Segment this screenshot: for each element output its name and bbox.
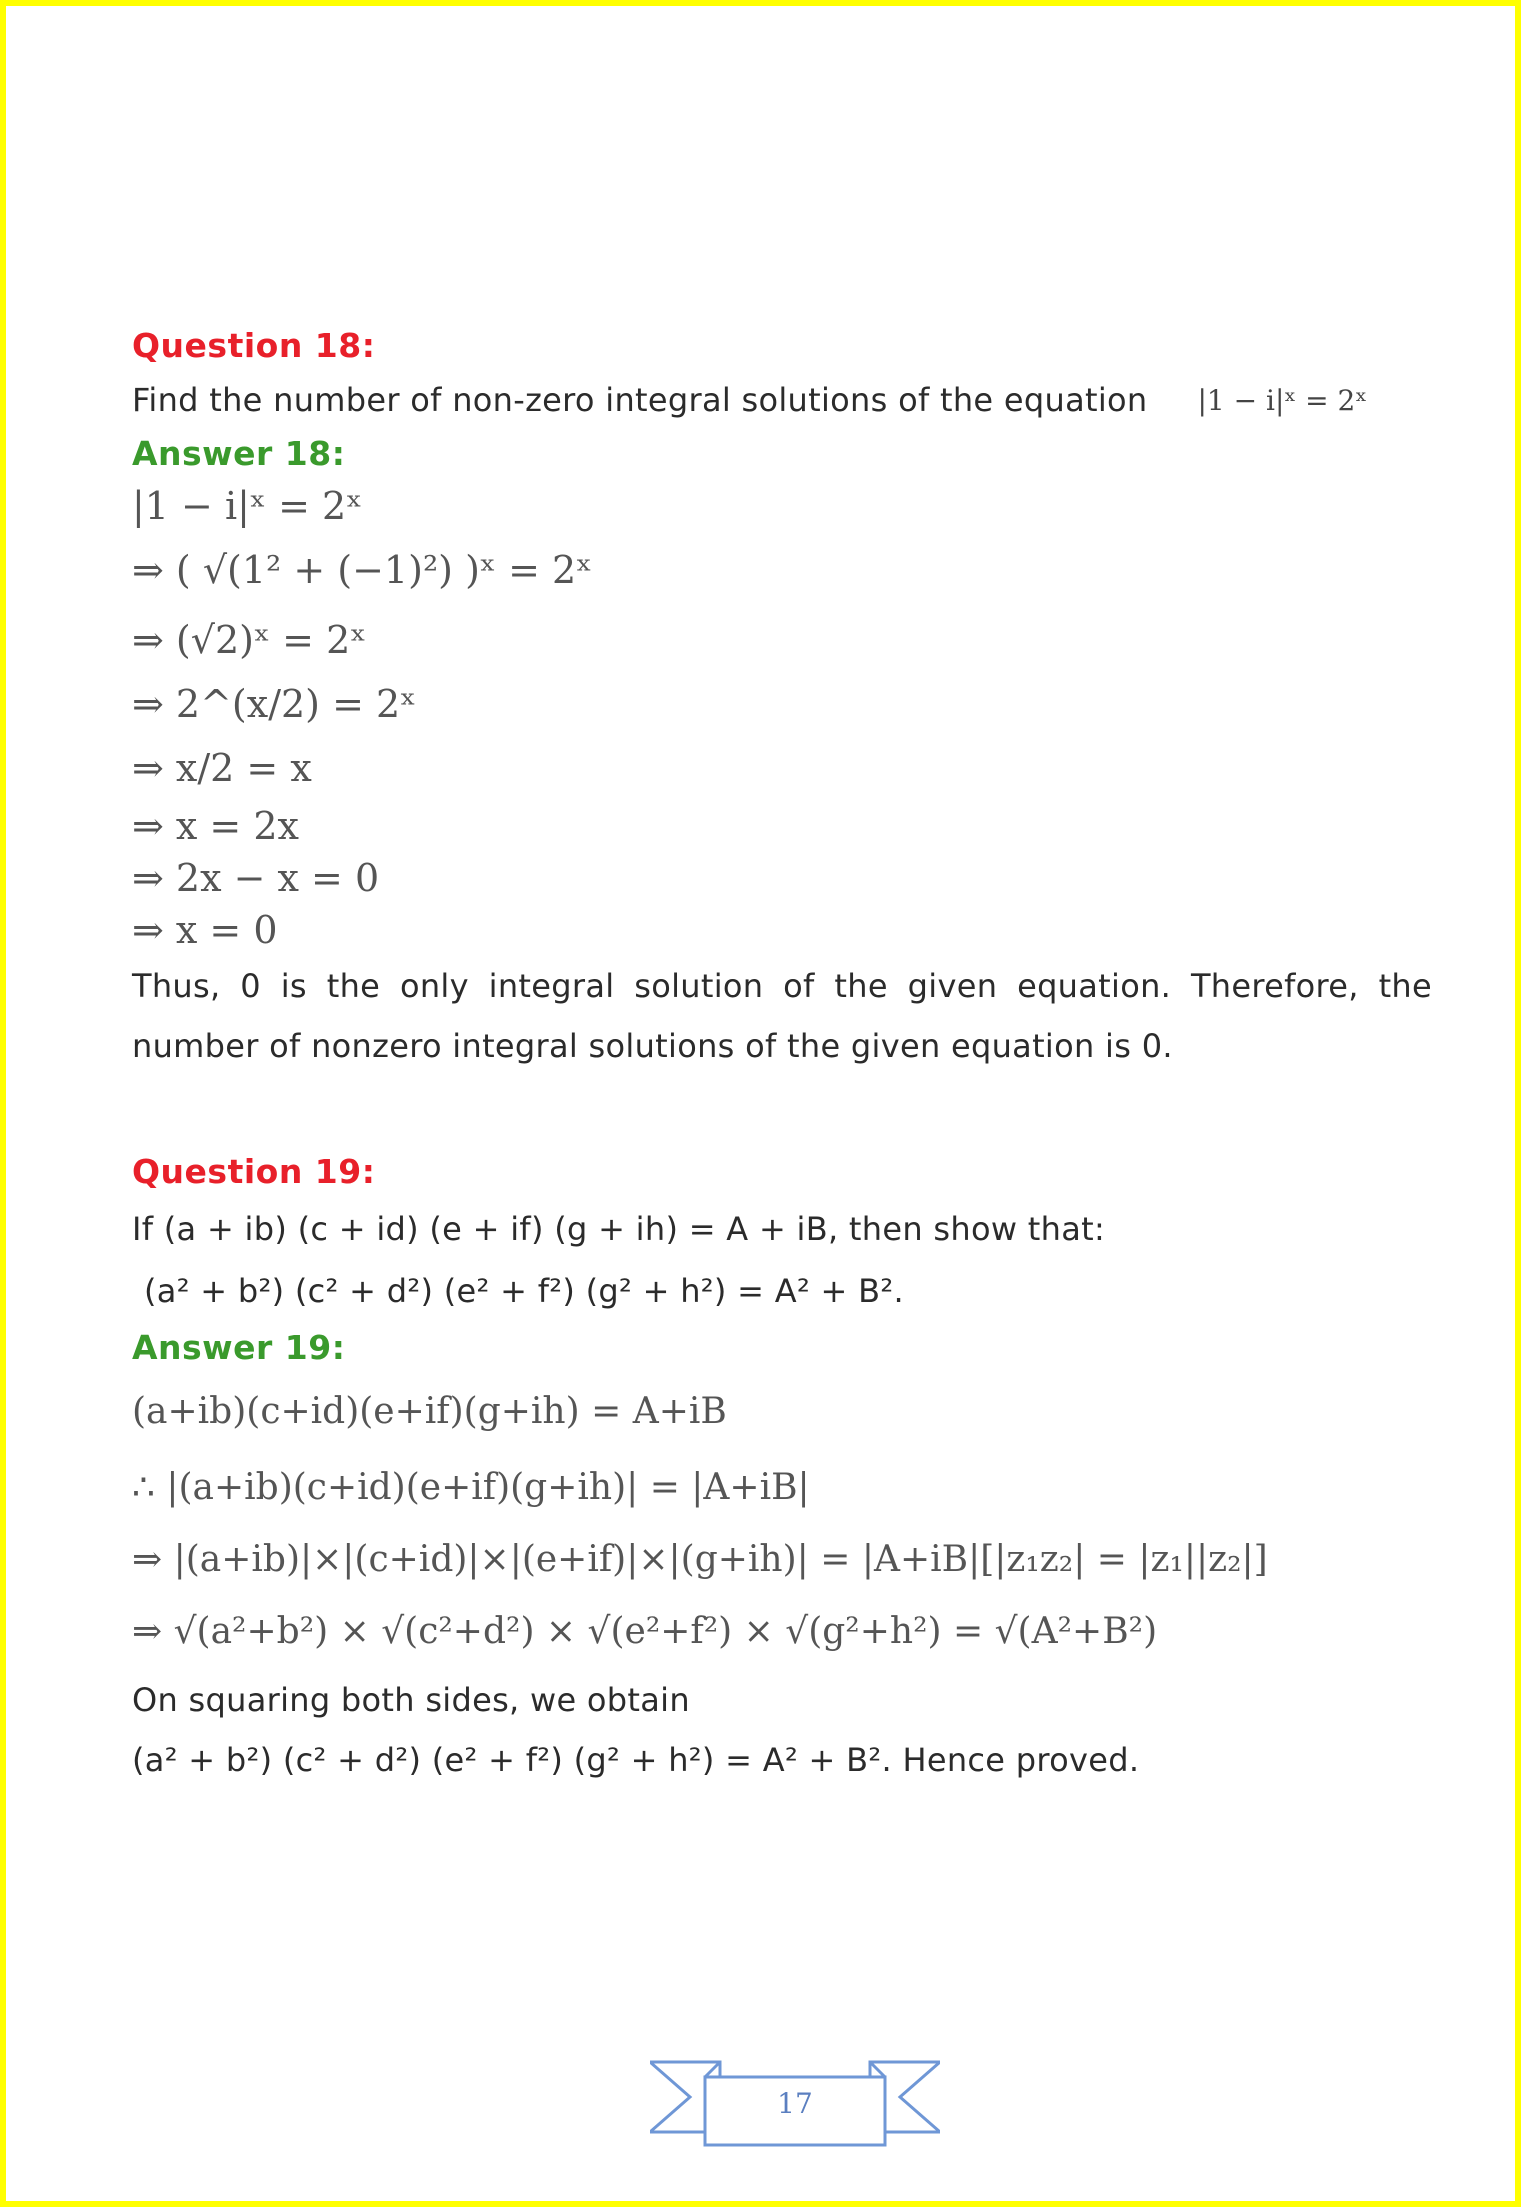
math-step: |1 − i|ˣ = 2ˣ — [132, 484, 363, 528]
math-step: ⇒ x = 2x — [132, 804, 299, 848]
question-19-statement: (a² + b²) (c² + d²) (e² + f²) (g² + h²) = A² + B². — [144, 1272, 904, 1310]
question-18-text: Find the number of non-zero integral solutions of the equation — [132, 381, 1148, 419]
page-number: 17 — [777, 2087, 813, 2120]
math-step: ⇒ ( √(1² + (−1)²) )ˣ = 2ˣ — [132, 548, 593, 592]
question-19-heading: Question 19: — [132, 1152, 376, 1191]
math-step: ∴ |(a+ib)(c+id)(e+if)(g+ih)| = |A+iB| — [132, 1467, 810, 1508]
page-content — [132, 320, 1432, 1790]
math-step: ⇒ 2^(x/2) = 2ˣ — [132, 682, 417, 726]
page-number-banner — [650, 2052, 940, 2132]
question-18-heading: Question 18: — [132, 326, 376, 365]
math-step: ⇒ (√2)ˣ = 2ˣ — [132, 618, 367, 662]
answer-19-final-line: (a² + b²) (c² + d²) (e² + f²) (g² + h²) = A² + B². Hence proved. — [132, 1741, 1140, 1779]
math-step: ⇒ x = 0 — [132, 908, 278, 952]
question-19-text: If (a + ib) (c + id) (e + if) (g + ih) = A + iB, then show that: — [132, 1210, 1106, 1248]
answer-19-heading: Answer 19: — [132, 1328, 346, 1367]
math-step: (a+ib)(c+id)(e+if)(g+ih) = A+iB — [132, 1391, 727, 1432]
modulus-property-note: [|z₁z₂| = |z₁||z₂|] — [980, 1539, 1268, 1580]
answer-19-steps — [132, 1374, 1432, 1670]
question-18-equation: |1 − i|ˣ = 2ˣ — [1197, 383, 1368, 417]
question-18-line — [132, 372, 1432, 428]
math-step: ⇒ √(a²+b²) × √(c²+d²) × √(e²+f²) × √(g²+h²) = √(A²+B²) — [132, 1611, 1158, 1652]
math-step: ⇒ x/2 = x — [132, 746, 312, 790]
answer-18-steps — [132, 480, 1432, 956]
math-step-with-note — [132, 1526, 1268, 1594]
math-step: ⇒ 2x − x = 0 — [132, 856, 380, 900]
answer-18-heading: Answer 18: — [132, 434, 346, 473]
answer-18-conclusion: Thus, 0 is the only integral solution of the given equation. Therefore, the number of nonzero integral solutions of the given equation is 0. — [132, 967, 1432, 1065]
answer-19-squaring-line: On squaring both sides, we obtain — [132, 1681, 690, 1719]
math-step: ⇒ |(a+ib)|×|(c+id)|×|(e+if)|×|(g+ih)| = |A+iB| — [132, 1539, 981, 1580]
